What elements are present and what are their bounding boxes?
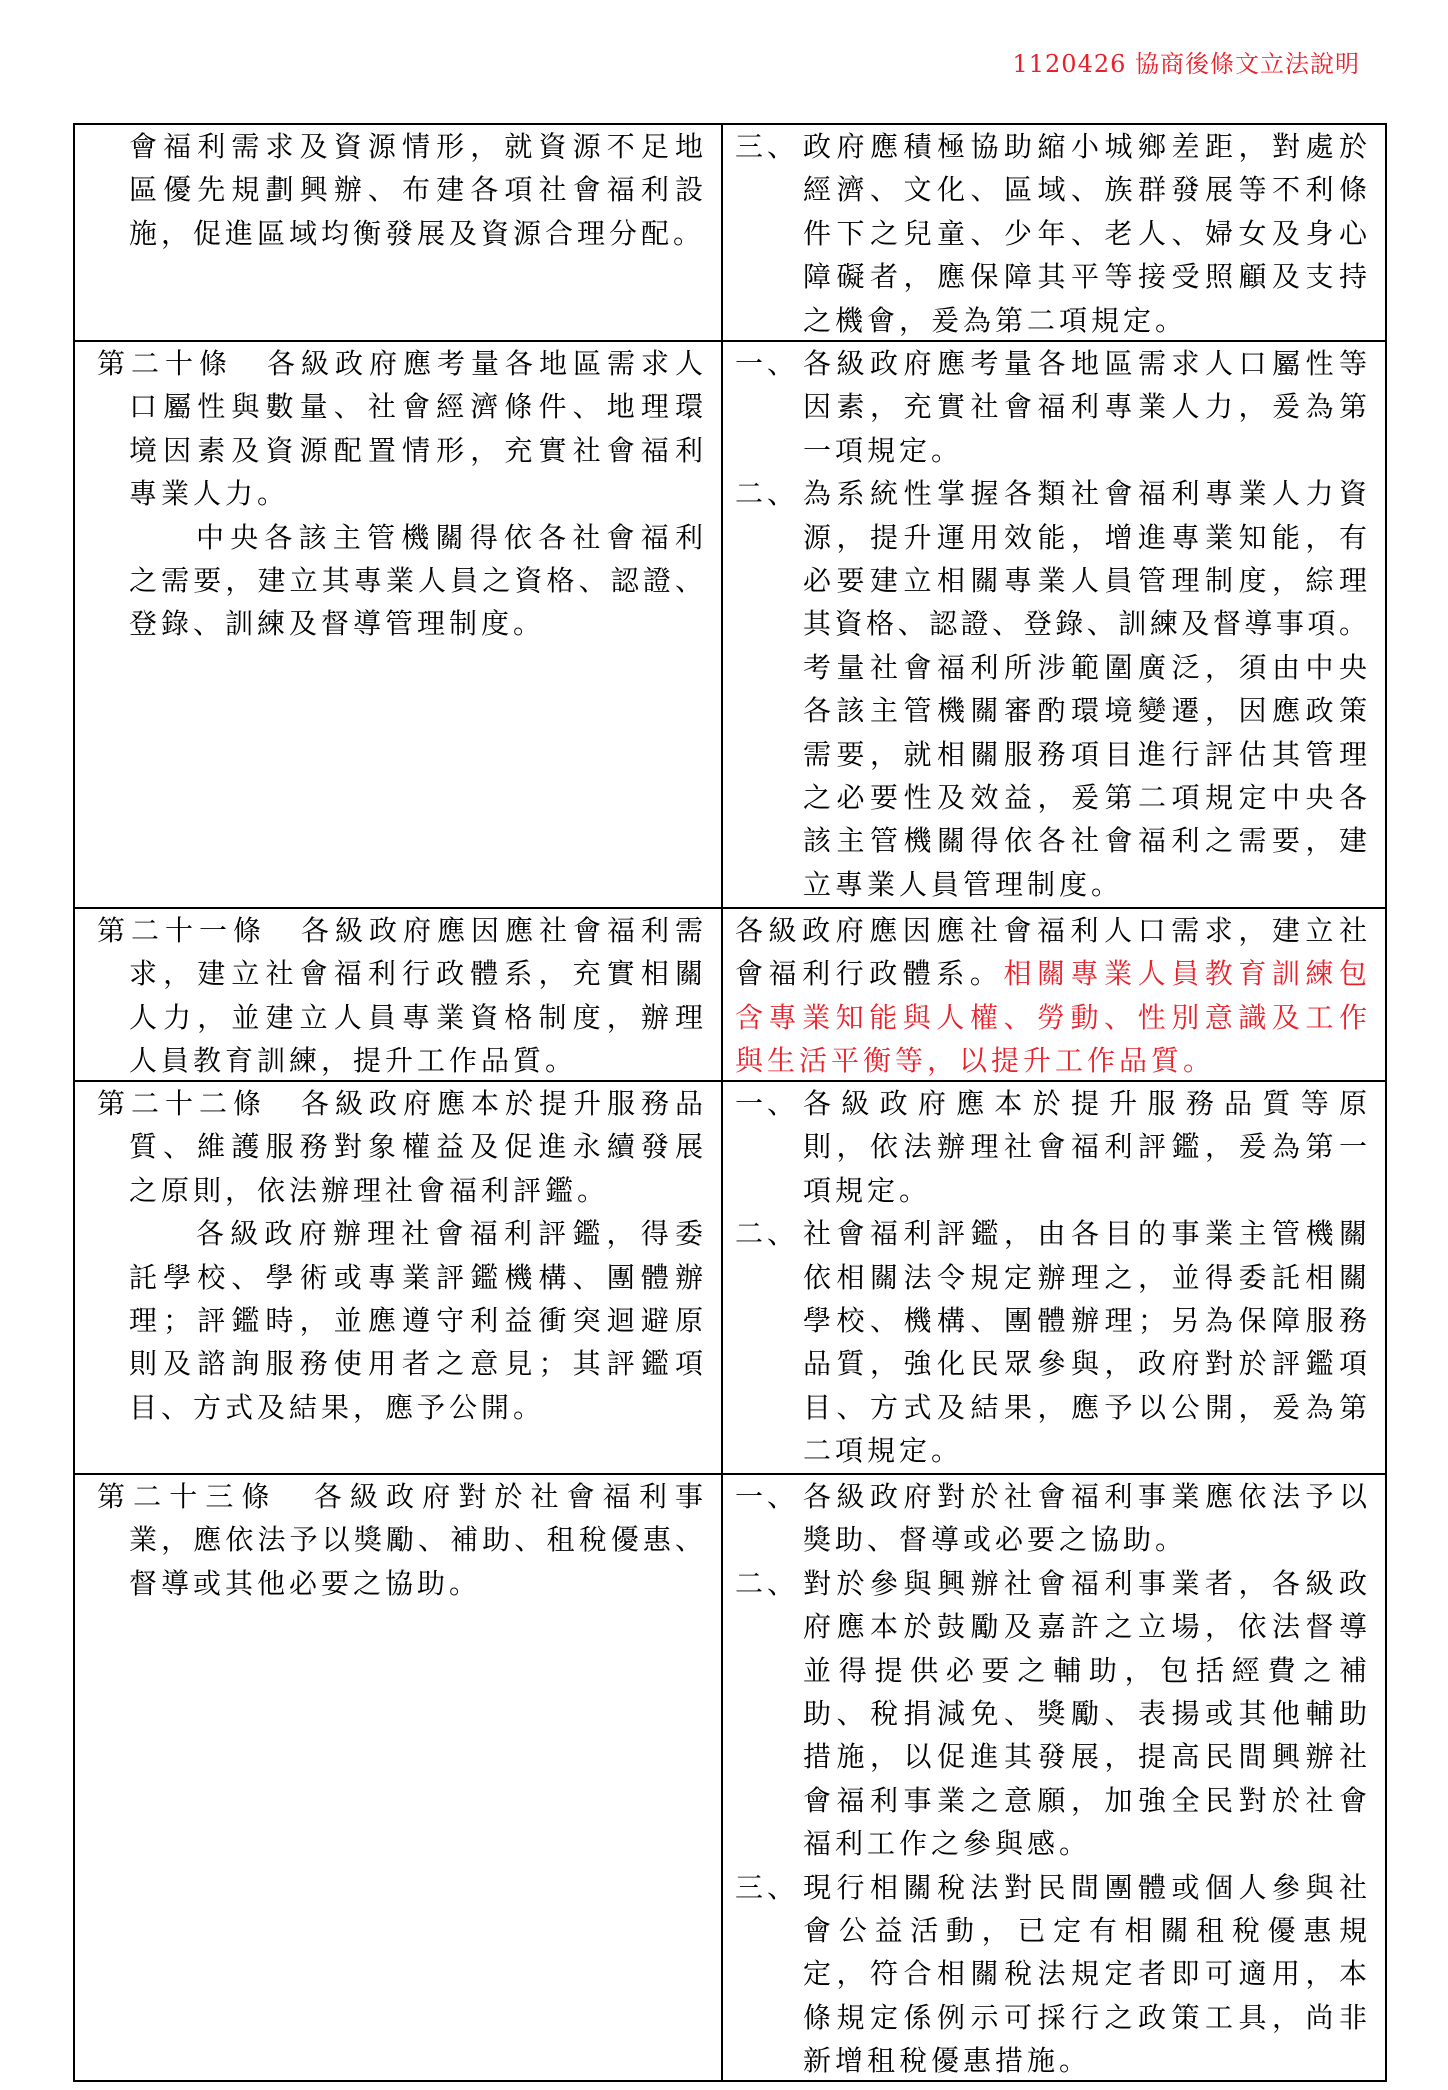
- explanation-cell: [723, 1475, 1385, 2080]
- explanation-cell: [723, 1082, 1385, 1473]
- text-line: 政府應積極協助縮小城鄉差距，對處於: [803, 130, 1367, 163]
- paragraph: [97, 342, 703, 516]
- paragraph: [735, 342, 1367, 472]
- text-line: 之機會，爰為第二項規定。: [803, 303, 1188, 337]
- text-line: 各級政府對於社會福利事業應依法予以: [803, 1480, 1367, 1513]
- text-line: 障礙者，應保障其平等接受照顧及支持: [803, 260, 1367, 294]
- text-line: 境因素及資源配置情形，充實社會福利: [129, 433, 703, 467]
- text-line: 因素，充實社會福利專業人力，爰為第: [803, 390, 1367, 424]
- text-line: 一項規定。: [803, 433, 964, 467]
- text-line: 助、稅捐減免、獎勵、表揚或其他輔助: [803, 1696, 1367, 1730]
- text-line: 口屬性與數量、社會經濟條件、地理環: [129, 390, 703, 424]
- text-line: 依相關法令規定辦理之，並得委託相關: [803, 1260, 1367, 1294]
- text-line: 目、方式及結果，應予以公開，爰為第: [803, 1390, 1367, 1424]
- explanation-cell: [723, 125, 1385, 340]
- text-line: 則及諮詢服務使用者之意見；其評鑑項: [129, 1347, 703, 1381]
- explanation-cell: [723, 342, 1385, 907]
- text-line: 立專業人員管理制度。: [803, 867, 1124, 901]
- text-line: 福利工作之參與感。: [803, 1827, 1092, 1861]
- item-number: 三、: [735, 130, 800, 163]
- amended-text: 含專業知能與人權、勞動、性別意識及工作: [735, 1000, 1367, 1034]
- text-line: 督導或其他必要之協助。: [129, 1566, 482, 1600]
- paragraph: [735, 1082, 1367, 1212]
- text-line: 各級政府辦理社會福利評鑑，得委: [196, 1217, 703, 1251]
- text-line: 人員教育訓練，提升工作品質。: [129, 1044, 578, 1078]
- text-line: 該主管機關得依各社會福利之需要，建: [803, 824, 1367, 858]
- amended-text: 相關專業人員教育訓練包: [1003, 957, 1367, 991]
- text-line: 必要建立相關專業人員管理制度，綜理: [803, 563, 1367, 597]
- text-line: 第二十三條 各級政府對於社會福利事: [97, 1480, 703, 1513]
- text-line: 定，符合相關稅法規定者即可適用，本: [803, 1957, 1367, 1991]
- text-line: 業，應依法予以獎勵、補助、租稅優惠、: [129, 1523, 703, 1557]
- paragraph: [97, 516, 703, 646]
- paragraph: [97, 909, 703, 1083]
- paragraph: [735, 1475, 1367, 1562]
- article-text-cell: [75, 125, 723, 340]
- text-line: 並得提供必要之輔助，包括經費之補: [803, 1653, 1367, 1687]
- text-line: [735, 952, 1367, 995]
- text-line: 項規定。: [803, 1173, 932, 1207]
- table-row: [75, 125, 1385, 340]
- table-row: [75, 907, 1385, 1080]
- text-line: 人力，並建立人員專業資格制度，辦理: [129, 1000, 703, 1034]
- text-line: 之需要，建立其專業人員之資格、認證、: [129, 563, 703, 597]
- text-line: 登錄、訓練及督導管理制度。: [129, 607, 546, 641]
- paragraph: [97, 1082, 703, 1212]
- text-line: 求，建立社會福利行政體系，充實相關: [129, 957, 703, 991]
- text-line: 獎助、督導或必要之協助。: [803, 1523, 1188, 1557]
- text-line: 二項規定。: [803, 1434, 964, 1468]
- paragraph: [97, 125, 706, 255]
- text-line: 施，促進區域均衡發展及資源合理分配。: [129, 216, 706, 250]
- text-line: 件下之兒童、少年、老人、婦女及身心: [803, 216, 1367, 250]
- text-line: 考量社會福利所涉範圍廣泛，須由中央: [803, 650, 1367, 684]
- text-line: 中央各該主管機關得依各社會福利: [196, 520, 703, 554]
- article-text-cell: [75, 342, 723, 907]
- table-row: [75, 1473, 1385, 2080]
- item-number: 一、: [735, 1087, 800, 1120]
- text-line: 府應本於鼓勵及嘉許之立場，依法督導: [803, 1610, 1367, 1644]
- paragraph: [735, 125, 1367, 342]
- text-line: 第二十一條 各級政府應因應社會福利需: [97, 914, 703, 947]
- text-line: 專業人力。: [129, 477, 290, 511]
- text-line: 社會福利評鑑，由各目的事業主管機關: [803, 1217, 1367, 1251]
- text-line: 需要，就相關服務項目進行評估其管理: [803, 737, 1367, 771]
- text-line: 各該主管機關審酌環境變遷，因應政策: [803, 694, 1367, 728]
- text-line: 其資格、認證、登錄、訓練及督導事項。: [803, 607, 1367, 641]
- table-row: [75, 340, 1385, 907]
- text-line: 之必要性及效益，爰第二項規定中央各: [803, 780, 1367, 814]
- paragraph: [97, 1475, 703, 1605]
- text-line: 新增租稅優惠措施。: [803, 2044, 1092, 2078]
- paragraph: [735, 909, 1367, 1083]
- text-line: 現行相關稅法對民間團體或個人參與社: [803, 1870, 1367, 1904]
- text-line: 第二十二條 各級政府應本於提升服務品: [97, 1087, 703, 1120]
- text-line: 為系統性掌握各類社會福利專業人力資: [803, 477, 1367, 511]
- text-segment: 各級政府應因應社會福利人口需求，建立社: [735, 914, 1367, 947]
- text-line: 會公益活動，已定有相關租稅優惠規: [803, 1913, 1367, 1947]
- paragraph: [735, 472, 1367, 906]
- paragraph: [735, 1562, 1367, 1866]
- item-number: 二、: [735, 1566, 800, 1600]
- table-row: [75, 1080, 1385, 1473]
- item-number: 一、: [735, 1480, 800, 1513]
- item-number: 二、: [735, 477, 800, 511]
- text-line: 對於參與興辦社會福利事業者，各級政: [803, 1566, 1367, 1600]
- article-text-cell: [75, 1475, 723, 2080]
- paragraph: [735, 1866, 1367, 2083]
- text-line: [735, 1039, 1367, 1082]
- item-number: 二、: [735, 1217, 800, 1251]
- text-segment: 會福利行政體系。: [735, 957, 1004, 991]
- text-line: 學校、機構、團體辦理；另為保障服務: [803, 1303, 1367, 1337]
- text-line: 會福利需求及資源情形，就資源不足地: [129, 130, 703, 163]
- text-line: 目、方式及結果，應予公開。: [129, 1390, 546, 1424]
- text-line: 理；評鑑時，並應遵守利益衝突迴避原: [129, 1303, 703, 1337]
- item-number: 三、: [735, 1870, 800, 1904]
- amended-text: 與生活平衡等，以提升工作品質。: [735, 1044, 1216, 1078]
- article-text-cell: [75, 909, 723, 1080]
- paragraph: [97, 1212, 703, 1429]
- text-line: 條規定係例示可採行之政策工具，尚非: [803, 2000, 1367, 2034]
- explanation-cell: [723, 909, 1385, 1080]
- text-line: 區優先規劃興辦、布建各項社會福利設: [129, 173, 703, 207]
- text-line: 則，依法辦理社會福利評鑑，爰為第一: [803, 1130, 1367, 1164]
- text-line: 質、維護服務對象權益及促進永續發展: [129, 1130, 703, 1164]
- text-line: 源，提升運用效能，增進專業知能，有: [803, 520, 1367, 554]
- text-line: [735, 996, 1367, 1039]
- text-line: 經濟、文化、區域、族群發展等不利條: [803, 173, 1367, 207]
- text-line: 第二十條 各級政府應考量各地區需求人: [97, 347, 703, 380]
- text-line: 託學校、學術或專業評鑑機構、團體辦: [129, 1260, 703, 1294]
- text-line: 品質，強化民眾參與，政府對於評鑑項: [803, 1347, 1367, 1381]
- article-text-cell: [75, 1082, 723, 1473]
- text-line: 措施，以促進其發展，提高民間興辦社: [803, 1740, 1367, 1774]
- text-line: 各級政府應考量各地區需求人口屬性等: [803, 347, 1367, 380]
- text-line: 會福利事業之意願，加強全民對於社會: [803, 1783, 1367, 1817]
- comparison-table: [73, 123, 1387, 2082]
- item-number: 一、: [735, 347, 800, 380]
- paragraph: [735, 1212, 1367, 1472]
- text-line: 之原則，依法辦理社會福利評鑑。: [129, 1173, 610, 1207]
- text-line: 各級政府應本於提升服務品質等原: [803, 1087, 1367, 1120]
- text-line: [735, 909, 1367, 952]
- document-header-title: 1120426 協商後條文立法說明: [1012, 50, 1360, 78]
